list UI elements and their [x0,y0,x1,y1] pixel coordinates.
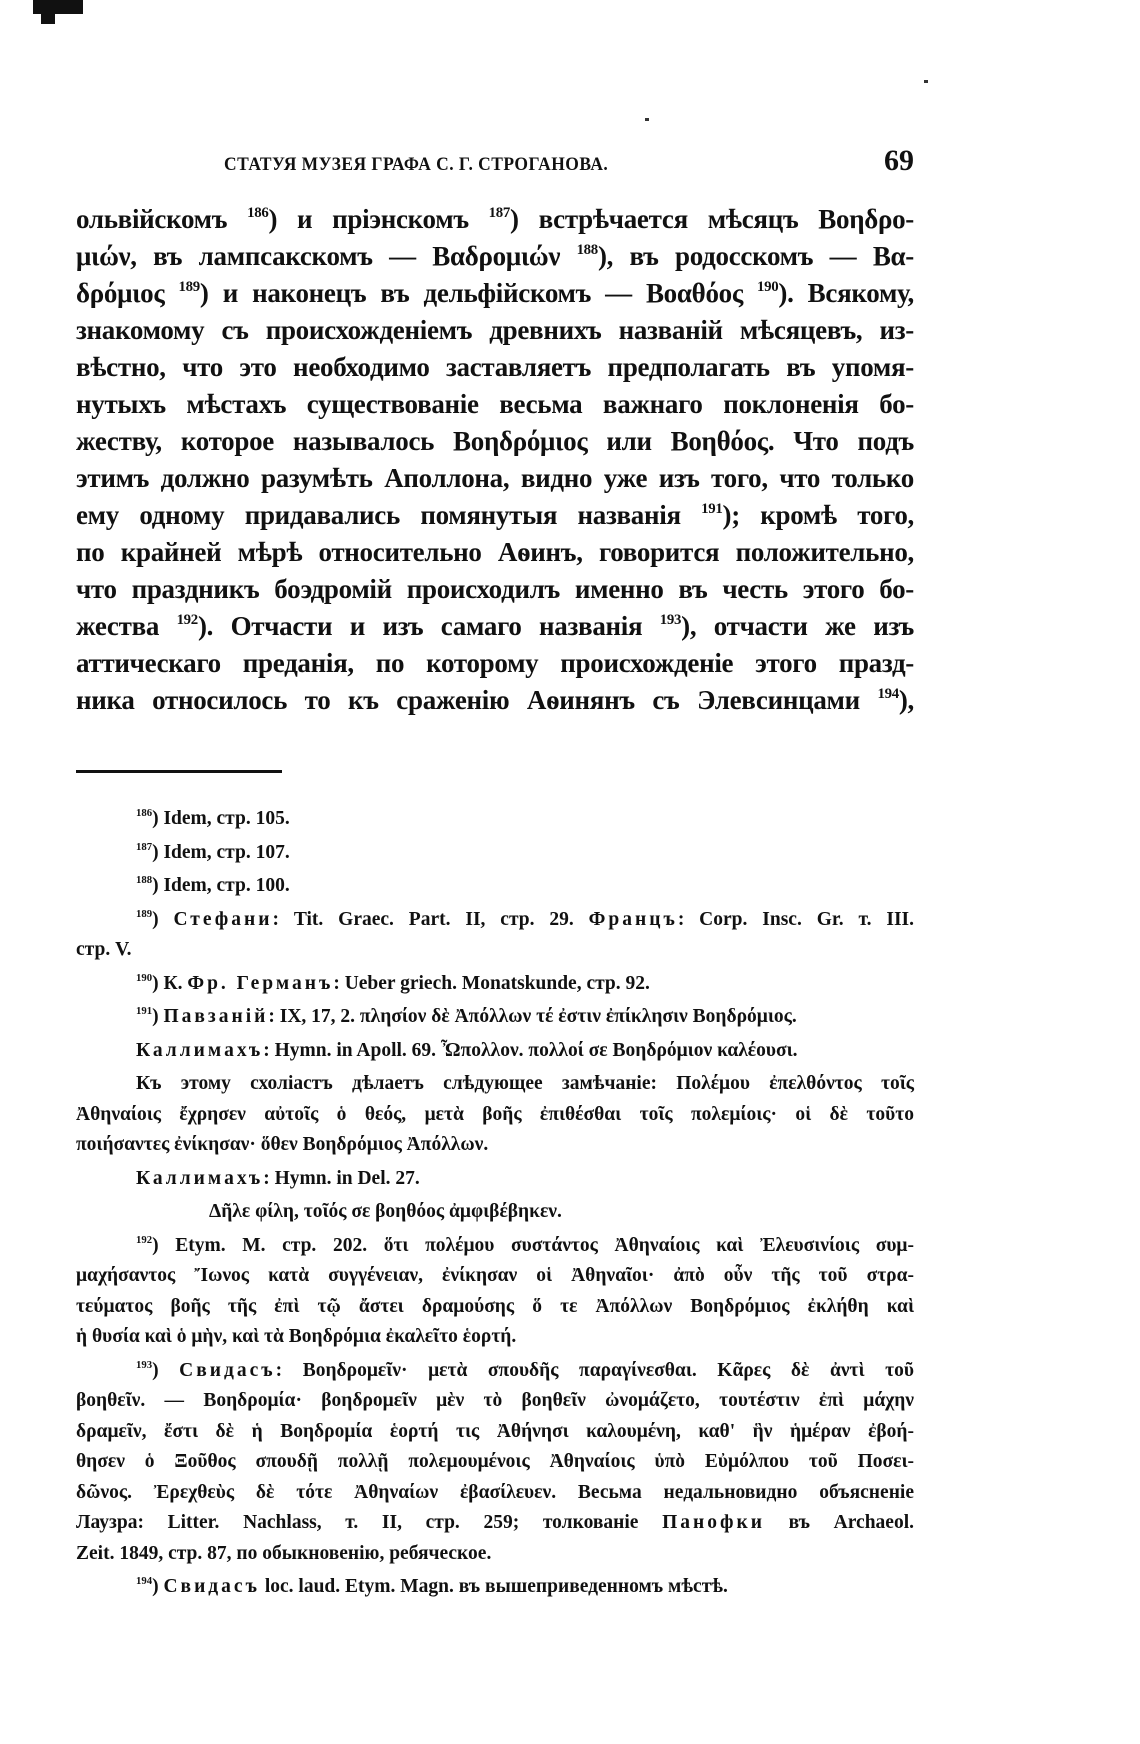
footnote-ref: 189 [178,278,200,295]
footnote-line [76,1386,914,1417]
footnote-line [76,1478,914,1509]
footnote-divider [76,770,282,773]
text-run: θησεν ὁ Ξοῦθος σπουδῇ πολλῇ πολεμουμένοις Ἀθηναίοις ὑπὸ Εὐμόλπου τοῦ Ποσει- [76,1451,914,1472]
footnote-ref: 194 [877,685,899,702]
footnote-ref: 191 [136,1004,153,1017]
text-run: этимъ должно разумѣть Аполлона, видно уже изъ того, что только [76,463,914,493]
footnote [76,1002,914,1033]
text-run: : Βοηδρομεῖν· μετὰ σπουδῆς παραγίνεσθαι. Κᾶρες δὲ ἀντὶ τοῦ [275,1359,915,1381]
text-run: ), [898,685,914,715]
text-run: ). Всякому, [778,278,914,308]
text-run: μαχήσαντος Ἴωνος κατὰ συγγένειαν, ἐνίκησαν οἱ Ἀθηναῖοι· ἀπὸ οὖν τῆς τοῦ στρα- [76,1265,914,1286]
text-run: Ἀθηναίοις ἔχρησεν αὐτοῖς ὁ θεός, μετὰ βοῆς ἐπιθέσθαι τοῖς πολεμίοις· οἱ δὲ τοῦτο [76,1103,914,1125]
text-run: βοηθεῖν. — Βοηδρομία· βοηδρομεῖν μὲν τὸ βοηθεῖν ὠνομάζετο, τουτέστιν ἐπὶ μάχην [76,1390,914,1411]
text-run: по крайней мѣрѣ относительно Аѳинъ, говорится положительно, [76,537,914,567]
spaced-name: Свидасъ [179,1359,276,1381]
text-run: ποιήσαντες ἐνίκησαν· ὅθεν Βοηδρόμιος Ἀπόλλων. [76,1134,489,1155]
text-line [76,349,914,386]
footnote-line [76,1036,914,1067]
text-line [76,645,914,682]
footnote-ref: 189 [136,907,153,920]
spaced-name: Панофки [662,1512,765,1533]
footnote-line [76,1292,914,1323]
footnote [76,1164,914,1195]
footnote-ref: 188 [136,873,153,886]
text-run: ему одному придавались помянутыя названія [76,500,702,530]
footnote [76,905,914,966]
text-run: : Corp. Insc. Gr. т. III. [677,908,914,930]
text-run: ) [152,1006,164,1027]
footnote-line [76,1069,914,1100]
running-title: СТАТУЯ МУЗЕЯ ГРАФА С. Г. СТРОГАНОВА. [224,154,609,175]
spaced-name: Свидасъ [163,1576,260,1597]
text-run: ), въ родосскомъ — Βα- [597,241,914,271]
scan-speck [645,118,649,121]
scan-speck [924,80,928,83]
footnote-line [76,1231,914,1262]
text-run: ) [152,1359,180,1381]
text-run: Лаузра: Litter. Nachlass, т. II, стр. 259; толкованіе [76,1512,663,1533]
spaced-name: Каллимахъ [136,1167,264,1189]
footnote-ref: 187 [488,204,511,221]
text-run: ) Idem, стр. 100. [152,875,290,896]
footnote-ref: 194 [136,1574,153,1587]
spaced-name: Фр. Германъ [187,972,334,994]
text-run: ника относилось то къ сраженію Аѳинянъ съ Элевсинцами [76,685,878,715]
footnote [76,1356,914,1570]
footnote-line [76,1261,914,1292]
page-number: 69 [884,144,914,177]
footnote-ref: 190 [136,971,153,984]
text-line [76,423,914,460]
text-run: вѣстно, что это необходимо заставляетъ предполагать въ упомя- [76,352,914,382]
footnote [76,804,914,835]
footnote-line [76,1197,914,1228]
text-run: ) и пріэнскомъ [268,204,489,234]
footnote [76,1231,914,1353]
page-header [76,144,914,184]
spaced-name: Каллимахъ [136,1039,264,1061]
footnote-line [76,838,914,869]
text-run: ἡ θυσία καὶ ὁ μὴν, καὶ τὰ Βοηδρόμια ἐκαλεῖτο ἑορτή. [76,1326,517,1347]
text-run: ). Отчасти и изъ самаго названія [197,611,660,641]
text-run: ) встрѣчается мѣсяцъ Βοηδρο- [510,204,914,234]
footnote-ref: 190 [757,278,779,295]
footnote-ref: 191 [701,500,723,517]
footnote [76,1069,914,1161]
scan-artifact [33,0,83,14]
footnote-line [76,1356,914,1387]
footnote-line [76,1100,914,1131]
text-run: : Hymn. in Del. 27. [263,1167,420,1189]
footnote-ref: 192 [176,611,198,628]
text-line [76,682,914,719]
text-run: Δῆλε φίλη, τοῖός σε βοηθόος ἀμφιβέβηκεν. [209,1201,562,1222]
text-run: ); кромѣ того, [722,500,914,530]
footnote-ref: 186 [136,806,153,819]
text-run: ), отчасти же изъ [681,611,914,641]
footnote-line [76,1508,914,1539]
footnote [76,1036,914,1067]
footnote-ref: 193 [659,611,682,628]
footnote-ref: 187 [136,840,153,853]
footnote-ref: 193 [136,1358,153,1371]
text-run: loc. laud. Etym. Magn. въ вышеприведенномъ мѣстѣ. [259,1576,728,1597]
text-line [76,608,914,645]
text-line [76,497,914,534]
text-run: τεύματος βοῆς τῆς ἐπὶ τῷ ἄστει δραμούσης ὅ τε Ἀπόλλων Βοηδρόμιος ἐκλήθη καὶ [76,1295,914,1317]
text-run: аттическаго преданія, по которому происхожденіе этого празд- [76,648,914,678]
footnote-line [76,871,914,902]
text-run: Къ этому схоліастъ дѣлаетъ слѣдующее замѣчаніе: Πολέμου ἐπελθόντος τοῖς [136,1073,914,1094]
footnote [76,1197,914,1228]
text-line [76,460,914,497]
text-run: жеству, которое называлось Βοηδρόμιος или Βοηθόος. Что подъ [76,426,914,456]
text-line [76,312,914,349]
footnote-line [76,935,914,966]
footnote-line [76,1322,914,1353]
text-run: ) [152,1576,164,1597]
text-run: : Tit. Graec. Part. II, стр. 29. [272,908,589,930]
footnote-line [76,1002,914,1033]
text-line [76,534,914,571]
text-run: μιών, въ лампсакскомъ — Βαδρομιών [76,241,577,271]
text-line [76,238,914,275]
spaced-name: Францъ [588,908,678,930]
text-run: знакомому съ происхожденіемъ древнихъ названій мѣсяцевъ, из- [76,315,914,345]
text-run: ольвійскомъ [76,204,248,234]
text-line [76,201,914,238]
footnote [76,871,914,902]
footnote-line [76,969,914,1000]
spaced-name: Стефани [173,908,273,930]
footnote-line [76,905,914,936]
text-run: : Ueber griech. Monatskunde, стр. 92. [333,972,650,994]
text-line [76,571,914,608]
footnote-line [76,1572,914,1603]
text-run: ) [152,908,174,930]
footnote-line [76,1417,914,1448]
text-run: ) Idem, стр. 105. [152,808,290,829]
footnote [76,969,914,1000]
footnote [76,838,914,869]
text-run: ) Idem, стр. 107. [152,841,290,863]
footnote-ref: 188 [576,241,598,258]
text-line [76,275,914,312]
footnote-line [76,804,914,835]
text-run: : IX, 17, 2. πλησίον δὲ Ἀπόλλων τέ ἐστιν ἐπίκλησιν Βοηδρόμιος. [268,1006,797,1027]
text-run: что праздникъ боэдромій происходилъ именно въ честь этого бо- [76,574,914,604]
text-run: δραμεῖν, ἔστι δὲ ἡ Βοηδρομία ἑορτή τις Ἀθήνησι καλουμένη, καθ' ἣν ἡμέραν ἐβοή- [76,1420,914,1442]
text-run: : Hymn. in Apoll. 69. Ὦπολλον. πολλοί σε Βοηδρόμιον καλέουσι. [263,1039,798,1061]
footnote [76,1572,914,1603]
footnote-ref: 186 [247,204,269,221]
text-run: ) и наконецъ въ дельфійскомъ — Βοαθόος [199,278,758,308]
text-run: жества [76,611,177,641]
text-run: Zeit. 1849, стр. 87, по обыкновенію, ребяческое. [76,1542,492,1564]
body-text [76,201,914,719]
text-run: δρόμιος [76,278,179,308]
footnote-line [76,1447,914,1478]
text-run: стр. V. [76,939,132,960]
text-run: δῶνος. Ἐρεχθεὺς δὲ τότε Ἀθηναίων ἐβασίλευεν. Весьма недальновидно объясненіе [76,1481,914,1503]
text-run: въ Archaeol. [764,1512,914,1533]
footnote-line [76,1130,914,1161]
text-run: ) Etym. M. стр. 202. ὅτι πολέμου συστάντος Ἀθηναίοις καὶ Ἐλευσινίοις συμ- [152,1234,914,1256]
footnote-line [76,1164,914,1195]
text-line [76,386,914,423]
spaced-name: Павзаній [163,1006,269,1027]
footnote-line [76,1539,914,1570]
footnote-ref: 192 [136,1233,153,1246]
text-run: ) К. [152,972,188,994]
text-run: нутыхъ мѣстахъ существованіе весьма важнаго поклоненія бо- [76,389,914,419]
footnotes [76,804,914,1606]
